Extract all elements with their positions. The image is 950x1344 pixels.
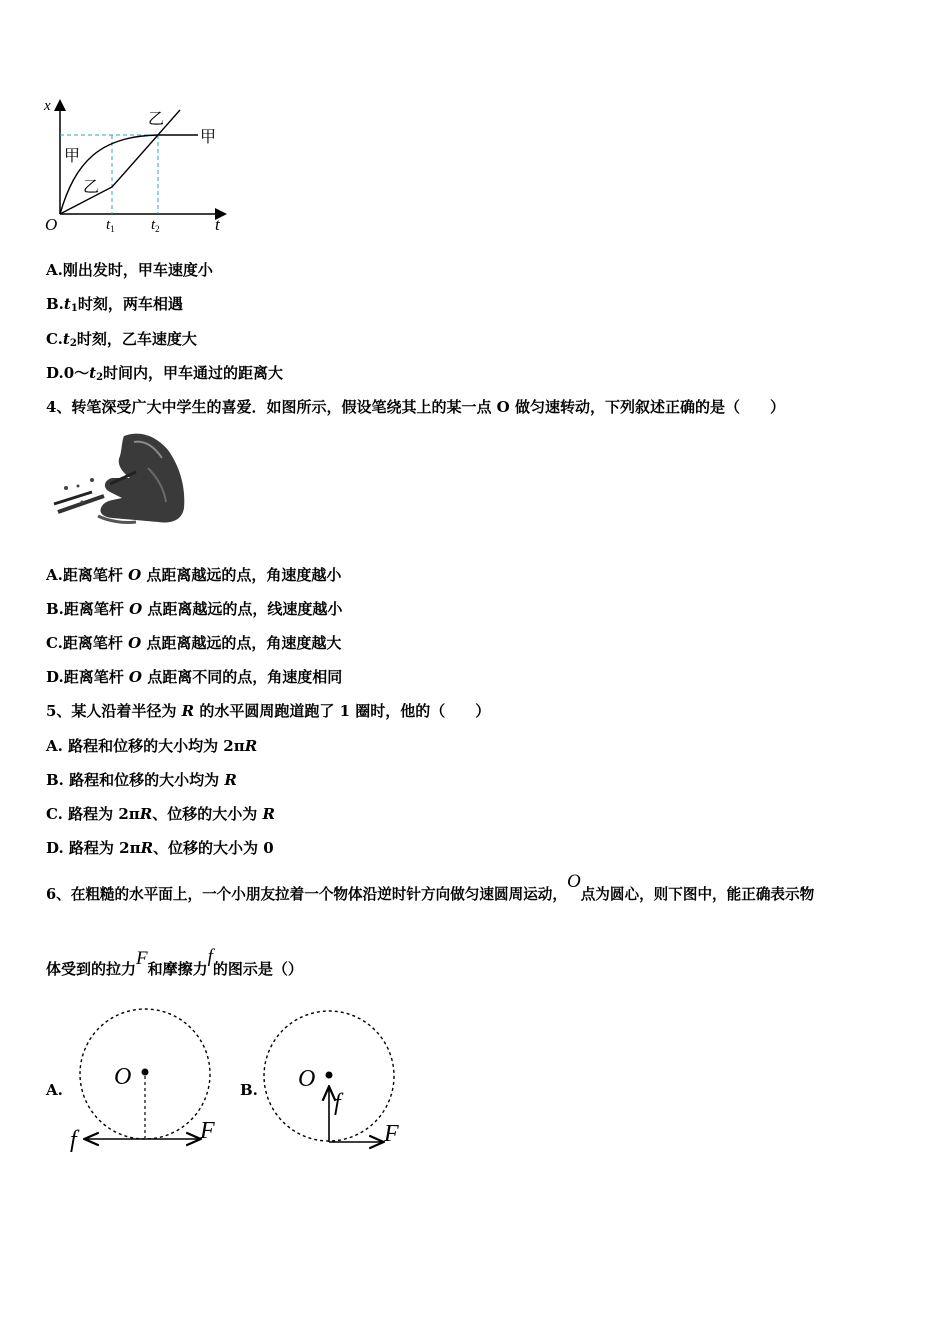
xt-graph bbox=[40, 92, 240, 237]
q4-option-c: C.距离笔杆 O 点距离越远的点，角速度越大 bbox=[46, 634, 342, 652]
q4-stem: 4、转笔深受广大中学生的喜爱．如图所示，假设笔绕其上的某一点 O 做匀速转动，下列叙述正确的是（ ） bbox=[46, 398, 785, 416]
yi-mid-label: 乙 bbox=[83, 179, 100, 196]
q3-option-d: $D.0\sim t_2$时间内，甲车通过的距离大 bbox=[46, 364, 284, 383]
t1-label: $t_1$ bbox=[106, 217, 115, 234]
origin-label: O bbox=[45, 215, 58, 234]
force-f-label-a: f bbox=[70, 1127, 77, 1153]
t-axis-label: t bbox=[215, 215, 220, 234]
q5-option-d: D. 路程为 2πR、位移的大小为 0 bbox=[46, 839, 274, 857]
t2-label: $t_2$ bbox=[151, 217, 160, 234]
q6-figure-b bbox=[256, 1004, 412, 1154]
q6-figure-a-label: A. bbox=[46, 1081, 63, 1099]
q5-stem: 5、某人沿着半径为 R 的水平圆周跑道跑了 1 圈时，他的（ ） bbox=[46, 702, 491, 720]
force-F-label-a: F bbox=[200, 1118, 215, 1144]
center-label-b: O bbox=[298, 1066, 316, 1092]
q5-option-c: C. 路程为 2πR、位移的大小为 R bbox=[46, 805, 275, 823]
yi-top-label: 乙 bbox=[148, 111, 165, 128]
q6-line-2: 体受到的拉力F和摩擦力f的图示是（） bbox=[46, 946, 303, 978]
q4-option-d: D.距离笔杆 O 点距离不同的点，角速度相同 bbox=[46, 668, 343, 686]
hand-pen-image bbox=[52, 428, 188, 540]
force-F-label-b: F bbox=[384, 1121, 399, 1147]
q6-figure-a bbox=[64, 1004, 224, 1154]
jia-curve-label: 甲 bbox=[64, 148, 81, 165]
q3-option-a: A.刚出发时，甲车速度小 bbox=[46, 261, 213, 279]
q3-option-b: $B.t_1$时刻，两车相遇 bbox=[46, 295, 183, 314]
jia-end-label: 甲 bbox=[200, 129, 217, 146]
q4-option-b: B.距离笔杆 O 点距离越远的点，线速度越小 bbox=[46, 600, 343, 618]
force-f-label-b: f bbox=[334, 1090, 341, 1116]
q6-line-1: 6、在粗糙的水平面上，一个小朋友拉着一个物体沿逆时针方向做匀速圆周运动，O点为圆心，则下图中，能正确表示物 bbox=[46, 871, 815, 903]
q3-option-c: $C.t_2$时刻，乙车速度大 bbox=[46, 330, 197, 349]
center-label-a: O bbox=[114, 1064, 132, 1090]
curve-jia bbox=[60, 135, 198, 214]
q4-option-a: A.距离笔杆 O 点距离越远的点，角速度越小 bbox=[46, 566, 342, 584]
q5-option-b: B. 路程和位移的大小均为 R bbox=[46, 771, 237, 789]
q6-figure-b-label: B. bbox=[240, 1081, 258, 1099]
q5-option-a: A. 路程和位移的大小均为 2πR bbox=[46, 737, 258, 755]
x-axis-label: x bbox=[44, 98, 51, 114]
